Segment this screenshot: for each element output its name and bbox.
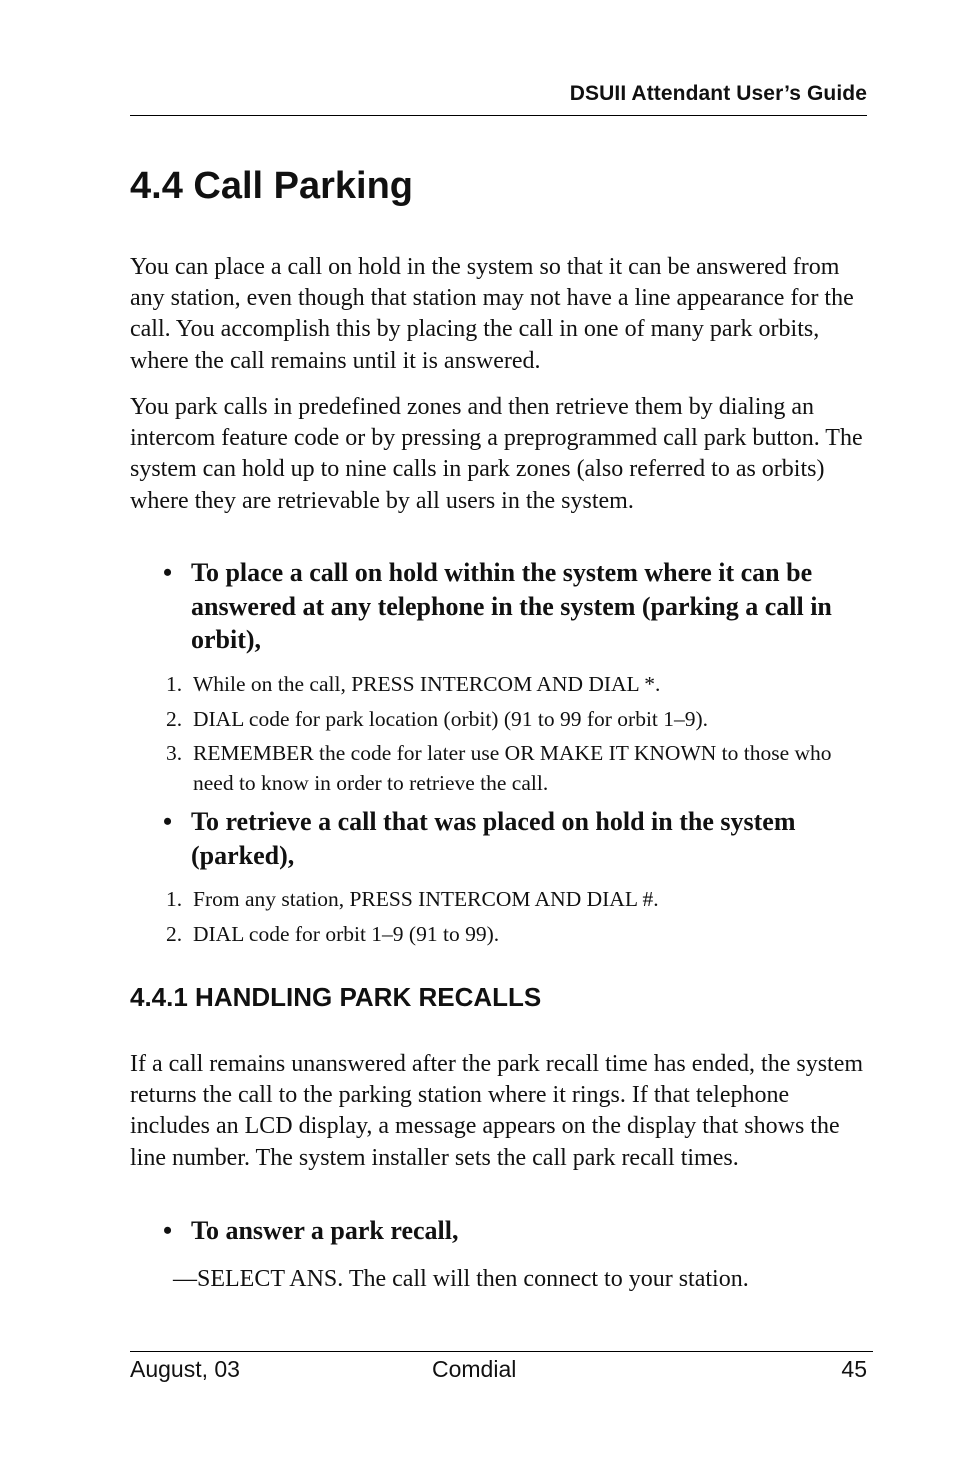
- step-text: While on the call, PRESS INTERCOM AND DIAL *.: [193, 672, 661, 696]
- list-item: [166, 670, 876, 700]
- list-item: [166, 885, 876, 915]
- list-item: [166, 705, 876, 735]
- step-number: 1.: [166, 672, 183, 696]
- intro-paragraph: You can place a call on hold in the system so that it can be answered from any station, even though that station may not have a line appearance for the call. You accomplish this by placing the call in one of many park orbits, where the call remains until it is answered.: [130, 254, 854, 374]
- section-title: 4.4 Call Parking: [130, 165, 414, 207]
- header-title: DSUII Attendant User’s Guide: [569, 82, 867, 105]
- page-footer: [130, 1351, 873, 1386]
- page-header: [130, 80, 867, 116]
- step-number: 3.: [166, 741, 183, 765]
- place-steps-list: [166, 670, 876, 803]
- zones-paragraph: You park calls in predefined zones and then retrieve them by dialing an intercom feature code or by pressing a preprogrammed call park button. The system can hold up to nine calls in park zones (also referred to as orbits) where they are retrievable by all users in the system.: [130, 394, 863, 514]
- bullet-dot: •: [163, 1216, 173, 1245]
- recall-paragraph: If a call remains unanswered after the park recall time has ended, the system returns the call to the parking station where it rings. If that telephone includes an LCD display, a message appears on the display that shows the line number. The system installer sets the call park recall times.: [130, 1051, 864, 1171]
- bullet-place-text: To place a call on hold within the system where it can be answered at any telephone in the system (parking a call in orbit),: [191, 558, 832, 654]
- step-text: DIAL code for orbit 1–9 (91 to 99).: [193, 921, 500, 946]
- step-number: 1.: [166, 887, 183, 911]
- answer-step: —SELECT ANS. The call will then connect to your station.: [173, 1266, 749, 1292]
- bullet-answer-recall: [163, 1214, 873, 1248]
- bullet-dot: •: [163, 558, 173, 587]
- step-text: From any station, PRESS INTERCOM AND DIAL #.: [193, 887, 659, 911]
- step-text: REMEMBER the code for later use OR MAKE IT KNOWN to those who need to know in order to retrieve the call.: [193, 741, 832, 795]
- retrieve-steps-list: [166, 885, 876, 954]
- list-item: [166, 739, 876, 798]
- bullet-dot: •: [163, 807, 173, 836]
- page-number: 45: [841, 1356, 867, 1382]
- step-number: 2.: [166, 921, 183, 946]
- step-text: DIAL code for park location (orbit) (91 to 99 for orbit 1–9).: [193, 706, 709, 731]
- bullet-retrieve-call: [163, 805, 873, 872]
- list-item: [166, 920, 876, 950]
- bullet-place-call: [163, 556, 873, 657]
- footer-company: Comdial: [432, 1356, 517, 1382]
- subsection-title: 4.4.1 HANDLING PARK RECALLS: [130, 982, 542, 1012]
- step-number: 2.: [166, 706, 183, 731]
- bullet-answer-text: To answer a park recall,: [191, 1216, 459, 1245]
- footer-date: August, 03: [130, 1356, 240, 1382]
- bullet-retrieve-text: To retrieve a call that was placed on hold in the system (parked),: [191, 807, 796, 870]
